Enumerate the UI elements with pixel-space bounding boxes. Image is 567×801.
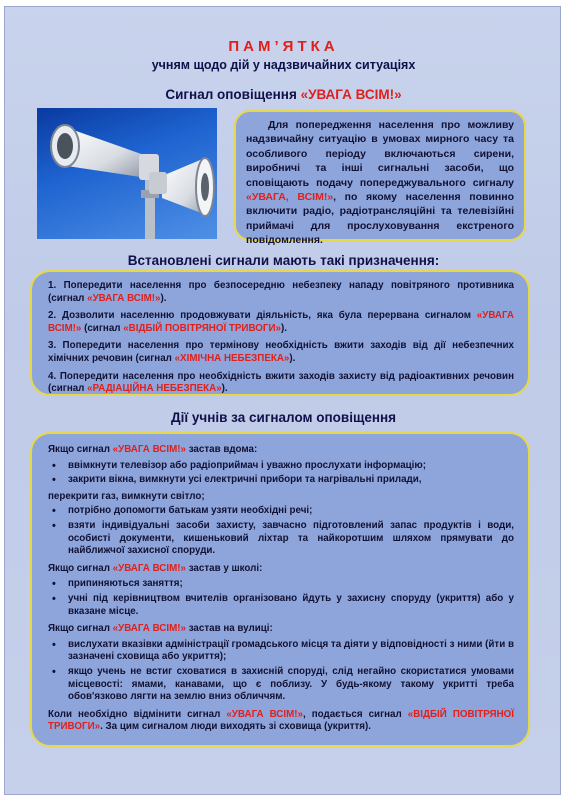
purpose-text: 1. Попередити населення про безпосередню небезпеку нападу повітряного противника (сигнал [48,280,514,304]
lead-signal: «УВАГА ВСІМ!» [112,562,186,574]
list-item-text: закрити вікна, вимкнути усі електричні прибори та нагрівальні прилади, [68,474,422,486]
purpose-signal: «УВАГА ВСІМ!» [87,292,161,304]
bullet-icon: • [52,474,56,487]
list-item [48,593,514,618]
bullet-icon: • [52,665,56,678]
purpose-signal: «ХІМІЧНА НЕБЕЗПЕКА» [174,352,290,364]
intro-box [234,110,526,247]
purpose-text-end: ). [280,322,287,334]
purpose-text-middle: (сигнал [81,322,124,334]
final-note [48,709,514,734]
purpose-item [48,310,514,335]
lead-signal: «УВАГА ВСІМ!» [112,444,186,455]
bullet-icon: • [52,592,56,605]
list-item-text: учні під керівництвом вчителів організовано йдуть у захисну споруду (укриття) або у вказане місце. [68,592,514,617]
home-lead [48,444,514,457]
signal-name: «УВАГА ВСІМ!» [300,87,402,102]
final-signal: «УВАГА ВСІМ!» [226,708,303,720]
list-item [48,474,514,487]
purpose-signal: «УВАГА ВСІМ!» [48,310,514,334]
lead-text: Якщо сигнал [48,623,113,635]
signal-heading-text: Сигнал оповіщення [165,87,301,102]
street-list [48,639,514,704]
lead-text-end: застав вдома: [185,444,258,455]
signal-heading [0,87,567,102]
list-item [48,639,514,664]
list-item [48,520,514,558]
purpose-text-end: ). [289,352,296,364]
list-item-text: потрібно допомогти батькам узяти необхідні речі; [68,505,313,517]
purpose-item [48,371,514,396]
list-item [48,578,514,591]
lead-text-end: застав на вулиці: [185,623,273,635]
purpose-signal-2: «ВІДБІЙ ПОВІТРЯНОЇ ТРИВОГИ» [123,322,281,334]
lead-text: Якщо сигнал [48,562,113,574]
home-list-2 [48,505,514,557]
final-text: Коли необхідно відмінити сигнал [48,708,227,720]
home-list [48,460,514,487]
bullet-icon: • [52,459,56,472]
list-item [48,666,514,704]
list-item-text: взяти індивідуальні засоби захисту, завчасно підготовлений запас продуктів і води, особисті документи, кишеньковий ліхтар та найкоротшим шляхом прямувати до найближчої захисної споруди. [68,519,514,557]
purposes-heading: Встановлені сигнали мають такі призначення: [127,253,440,268]
bullet-icon: • [52,578,56,591]
siren-loudspeaker-image [37,108,217,239]
intro-text-1: Для попередження населення про можливу надзвичайну ситуацію в умовах мирного часу та особливого періоду включаються сирени, виробничі та інші сигнальні засоби, що сповіщають подачу попереджувального сигналу [246,119,514,189]
list-item-text: вислухати вказівки адміністрації громадського місця та діяти у відповідності з ними (йти в зазначені сховища або укриття); [68,638,514,663]
street-lead [48,623,514,636]
list-item [48,505,514,518]
purposes-box [30,270,530,396]
intro-text-2: , по якому населення повинно включити радіо, радіотрансляційні та телевізійні приймачі для прослуховування екстреного повідомлення. [246,191,514,247]
purpose-text: 4. Попередити населення про необхідність вжити заходів захисту від радіоактивних речовин (сигнал [48,370,514,395]
purpose-text: 3. Попередити населення про термінову необхідність вжити заходів від дії небезпечних хімічних речовин (сигнал [48,340,514,364]
home-continuation: перекрити газ, вимкнути світло; [48,490,205,502]
purpose-text-end: ). [160,292,167,304]
list-item-text: ввімкнути телевізор або радіоприймач і уважно прослухати інформацію; [68,459,427,471]
purpose-item [48,280,514,305]
bullet-icon: • [52,505,56,518]
actions-box [30,432,530,747]
lead-signal: «УВАГА ВСІМ!» [112,623,186,635]
final-text-middle: , подається сигнал [302,708,408,720]
purpose-text: 2. Дозволити населенню продовжувати діяльність, яка була перервана сигналом [48,310,477,322]
school-list [48,578,514,618]
purpose-signal: «РАДІАЦІЙНА НЕБЕЗПЕКА» [87,383,222,395]
bullet-icon: • [52,519,56,532]
bullet-icon: • [52,638,56,651]
purpose-text-end: ). [221,383,228,395]
school-lead [48,563,514,576]
page-subtitle: учням щодо дій у надзвичайних ситуаціях [151,58,416,72]
list-item-text: припиняються заняття; [68,578,183,590]
lead-text: Якщо сигнал [48,444,113,455]
list-item [48,460,514,473]
lead-text-end: застав у школі: [185,562,263,574]
final-signal-2: «ВІДБІЙ ПОВІТРЯНОЇ ТРИВОГИ» [48,708,514,733]
final-text-end: . За цим сигналом люди виходять зі сховища (укриття). [100,721,372,733]
intro-signal: «УВАГА, ВСІМ!» [246,191,334,204]
list-item-text: якщо учень не встиг сховатися в захисній споруді, слід негайно скористатися умовами місцевості: ямами, канавами, що є поблизу. У будь-якому такому укритті треба обов'язково лягти на землю вниз обличчям. [68,665,514,703]
page-title: ПАМ’ЯТКА [228,38,339,55]
purpose-item [48,340,514,365]
actions-heading: Дії учнів за сигналом оповіщення [170,410,397,425]
